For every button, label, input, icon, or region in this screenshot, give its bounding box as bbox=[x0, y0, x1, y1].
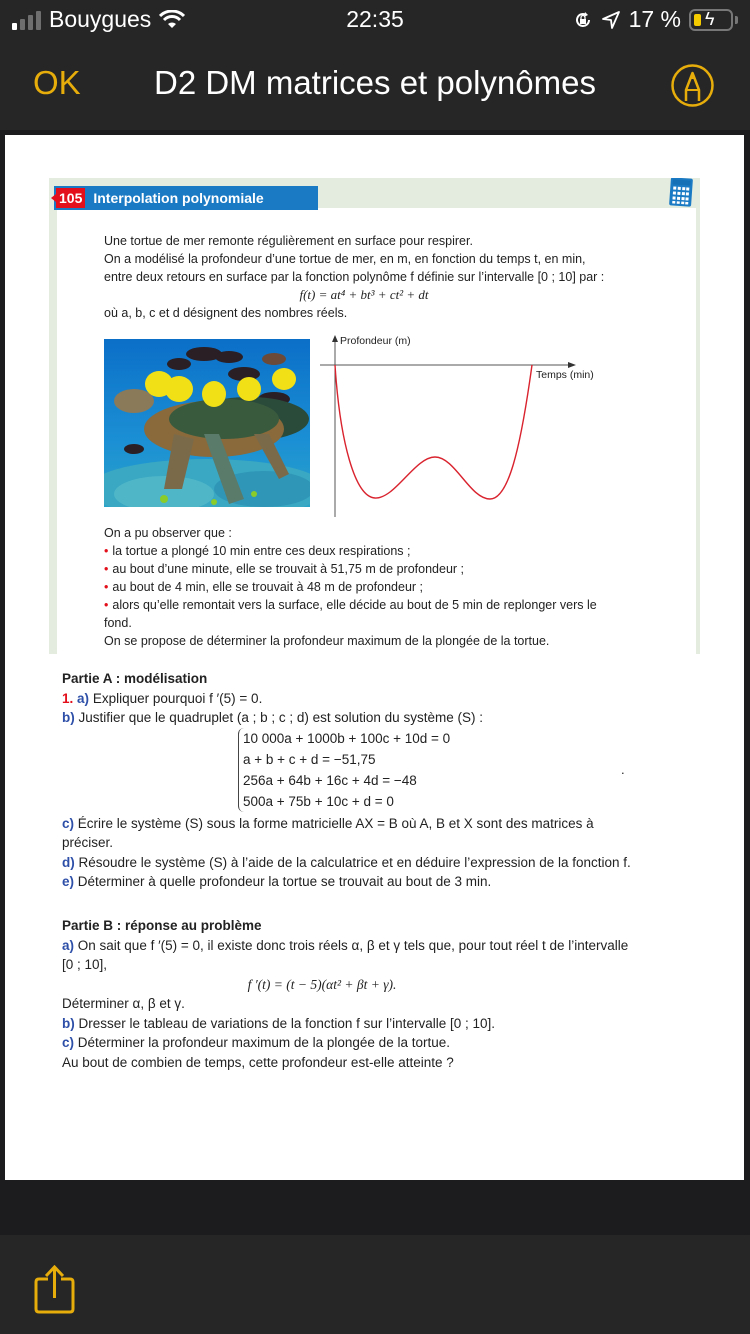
exercise-goal: On se propose de déterminer la profondeur maximum de la plongée de la tortue. bbox=[104, 634, 550, 648]
question-1d: d) Résoudre le système (S) à l’aide de la calculatrice et en déduire l’expression de la fonction f. bbox=[62, 854, 631, 870]
exercise-intro bbox=[104, 232, 624, 322]
navigation-bar bbox=[0, 40, 750, 130]
carrier-name: Bouygues bbox=[49, 6, 152, 32]
observations-title: On a pu observer que : bbox=[104, 526, 232, 540]
ok-button[interactable]: OK bbox=[33, 64, 81, 101]
question-b-c: c) Déterminer la profondeur maximum de la plongée de la tortue. bbox=[62, 1035, 450, 1050]
observation-item: • au bout de 4 min, elle se trouvait à 48 m de profondeur ; bbox=[104, 580, 423, 594]
exercise-title: Interpolation polynomiale bbox=[93, 190, 264, 206]
question-b-a-end: Déterminer α, β et γ. bbox=[62, 996, 185, 1011]
intro-line: entre deux retours en surface par la fonction polynôme f définie sur l’intervalle [0 ; 10] par : bbox=[104, 270, 605, 284]
document-title: D2 DM matrices et polynômes bbox=[154, 64, 596, 101]
derivative-formula: f ′(t) = (t − 5)(αt² + βt + γ). bbox=[247, 976, 397, 992]
intro-line: On a modélisé la profondeur d’une tortue de mer, en m, en fonction du temps t, en min, bbox=[104, 252, 586, 266]
observation-item: • au bout d’une minute, elle se trouvait à 51,75 m de profondeur ; bbox=[104, 562, 465, 576]
clock: 22:35 bbox=[346, 6, 404, 32]
share-icon[interactable] bbox=[33, 1265, 77, 1315]
exercise-number: 105 bbox=[56, 188, 85, 208]
part-a bbox=[62, 669, 642, 892]
question-1b: b) Justifier que le quadruplet (a ; b ; c ; d) est solution du système (S) : bbox=[62, 710, 483, 725]
observation-item: • alors qu’elle remontait vers la surface, elle décide au bout de 5 min de replonger vers le fond. bbox=[104, 598, 597, 630]
question-1a: 1. a) Expliquer pourquoi f ′(5) = 0. bbox=[62, 690, 263, 706]
equation: 256a + 64b + 16c + 4d = −48 bbox=[243, 772, 417, 788]
part-b-title: Partie B : réponse au problème bbox=[62, 918, 262, 933]
equation: 10 000a + 1000b + 100c + 10d = 0 bbox=[243, 730, 451, 746]
equation-system: 10 000a + 1000b + 100c + 10d = 0 a + b + c + d = −51,75 256a + 64b + 16c + 4d = −48 500a + 75b + 10c + d = 0 . bbox=[238, 728, 458, 812]
part-b bbox=[62, 916, 642, 1072]
svg-text:Temps (min): Temps (min) bbox=[536, 369, 594, 381]
bottom-toolbar bbox=[0, 1235, 750, 1334]
status-bar bbox=[0, 0, 750, 40]
svg-text:Profondeur (m): Profondeur (m) bbox=[340, 335, 411, 347]
question-1e: e) Déterminer à quelle profondeur la tortue se trouvait au bout de 3 min. bbox=[62, 874, 492, 889]
question-1c: c) Écrire le système (S) sous la forme matricielle AX = B où A, B et X sont des matrices à préciser. bbox=[62, 815, 594, 850]
question-b-b: b) Dresser le tableau de variations de la fonction f sur l’intervalle [0 ; 10]. bbox=[62, 1015, 495, 1031]
exercise-header bbox=[54, 186, 318, 210]
equation: a + b + c + d = −51,75 bbox=[243, 751, 376, 767]
battery-charging-icon: ϟ bbox=[689, 9, 733, 31]
part-a-title: Partie A : modélisation bbox=[62, 671, 208, 686]
markup-pen-icon[interactable] bbox=[670, 63, 715, 108]
turtle-photo bbox=[104, 339, 310, 507]
observations bbox=[104, 524, 624, 650]
intro-line: Une tortue de mer remonte régulièrement en surface pour respirer. bbox=[104, 234, 473, 248]
depth-graph bbox=[320, 332, 620, 517]
question-b-a: a) On sait que f ′(5) = 0, il existe donc trois réels α, β et γ tels que, pour tout réel t de l’intervalle [0 ; 10], bbox=[62, 937, 629, 972]
top-chrome bbox=[0, 0, 750, 130]
observation-item: • la tortue a plongé 10 min entre ces deux respirations ; bbox=[104, 544, 411, 558]
equation: 500a + 75b + 10c + d = 0 bbox=[243, 793, 394, 809]
function-formula: f(t) = at⁴ + bt³ + ct² + dt bbox=[299, 287, 429, 302]
battery-percent: 17 % bbox=[628, 6, 681, 32]
orientation-lock-icon bbox=[573, 10, 593, 30]
document-page[interactable] bbox=[5, 135, 744, 1180]
question-b-c-end: Au bout de combien de temps, cette profondeur est-elle atteinte ? bbox=[62, 1054, 454, 1070]
intro-line: où a, b, c et d désignent des nombres réels. bbox=[104, 306, 348, 320]
calculator-icon bbox=[669, 178, 693, 207]
location-arrow-icon bbox=[601, 10, 621, 30]
page-gap bbox=[0, 1180, 750, 1235]
